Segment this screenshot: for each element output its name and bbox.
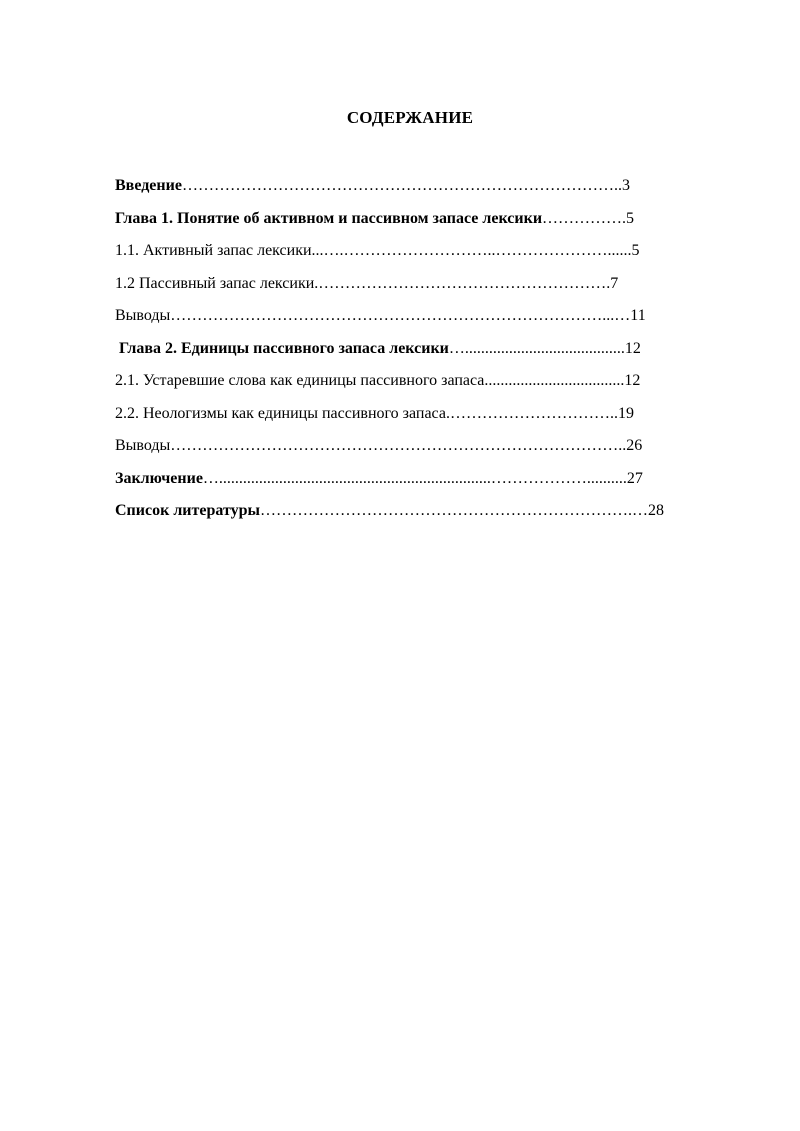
toc-entry-label: 2.2. Неологизмы как единицы пассивного запаса xyxy=(115,404,446,422)
toc-dot-leader: …………………………………………………………….… xyxy=(260,502,648,519)
toc-entry-label: 1.2 Пассивный запас лексики xyxy=(115,274,315,292)
toc-entry-chapter-1[interactable] xyxy=(115,206,755,239)
toc-entry-chapter-2[interactable] xyxy=(115,336,755,369)
toc-page-number: 19 xyxy=(617,404,634,422)
toc-page-number: 27 xyxy=(626,469,643,487)
toc-entry-label: Глава 2. Единицы пассивного запаса лексики xyxy=(119,339,449,357)
toc-dot-leader: .………………………………………………. xyxy=(314,274,611,292)
toc-entry-label: Введение xyxy=(115,177,182,194)
toc-page-number: 3 xyxy=(621,177,630,194)
toc-entry-conclusions-2[interactable] xyxy=(115,433,755,466)
table-of-contents xyxy=(115,173,755,531)
toc-dot-leader: ...….………………………..…………………...... xyxy=(311,242,632,259)
toc-dot-leader: ................................... xyxy=(484,372,625,389)
toc-entry-introduction[interactable] xyxy=(115,173,755,206)
toc-page-number: 26 xyxy=(626,437,643,454)
toc-entry-label: Список литературы xyxy=(115,502,260,519)
toc-entry-conclusion[interactable] xyxy=(115,466,755,499)
toc-entry-section-2-1[interactable] xyxy=(115,368,755,401)
toc-page-number: 11 xyxy=(630,307,646,324)
toc-page-number: 28 xyxy=(648,502,664,519)
toc-entry-label: 2.1. Устаревшие слова как единицы пассивного запаса xyxy=(115,372,485,389)
toc-entry-section-1-1[interactable] xyxy=(115,238,755,271)
toc-entry-label: Выводы xyxy=(115,307,171,324)
toc-dot-leader: ……………………………………………………………………….. xyxy=(181,177,622,194)
toc-entry-section-2-2[interactable] xyxy=(115,401,755,434)
toc-entry-label: 1.1. Активный запас лексики xyxy=(115,242,312,259)
page-title: СОДЕРЖАНИЕ xyxy=(346,108,474,127)
toc-page-number: 12 xyxy=(624,372,641,389)
toc-page-number: 5 xyxy=(631,242,640,259)
toc-dot-leader: …....................................................................……………….......... xyxy=(202,469,627,487)
toc-entry-bibliography[interactable] xyxy=(115,498,755,531)
toc-entry-label: Глава 1. Понятие об активном и пассивном запасе лексики xyxy=(115,209,543,227)
toc-page-number: 12 xyxy=(624,339,641,357)
toc-dot-leader: .………………………….. xyxy=(445,404,618,422)
toc-dot-leader: ………………………………………………………………………...… xyxy=(170,307,631,324)
toc-page-number: 5 xyxy=(626,209,635,227)
toc-entry-section-1-2[interactable] xyxy=(115,271,755,304)
toc-entry-label: Заключение xyxy=(115,469,203,487)
toc-page-number: 7 xyxy=(610,274,619,292)
toc-dot-leader: ………………………………………………………………………….. xyxy=(170,437,627,454)
toc-entry-conclusions-1[interactable] xyxy=(115,303,755,336)
toc-entry-label: Выводы xyxy=(115,437,171,454)
toc-dot-leader: ……………. xyxy=(542,209,627,227)
toc-dot-leader: …........................................ xyxy=(448,339,625,357)
